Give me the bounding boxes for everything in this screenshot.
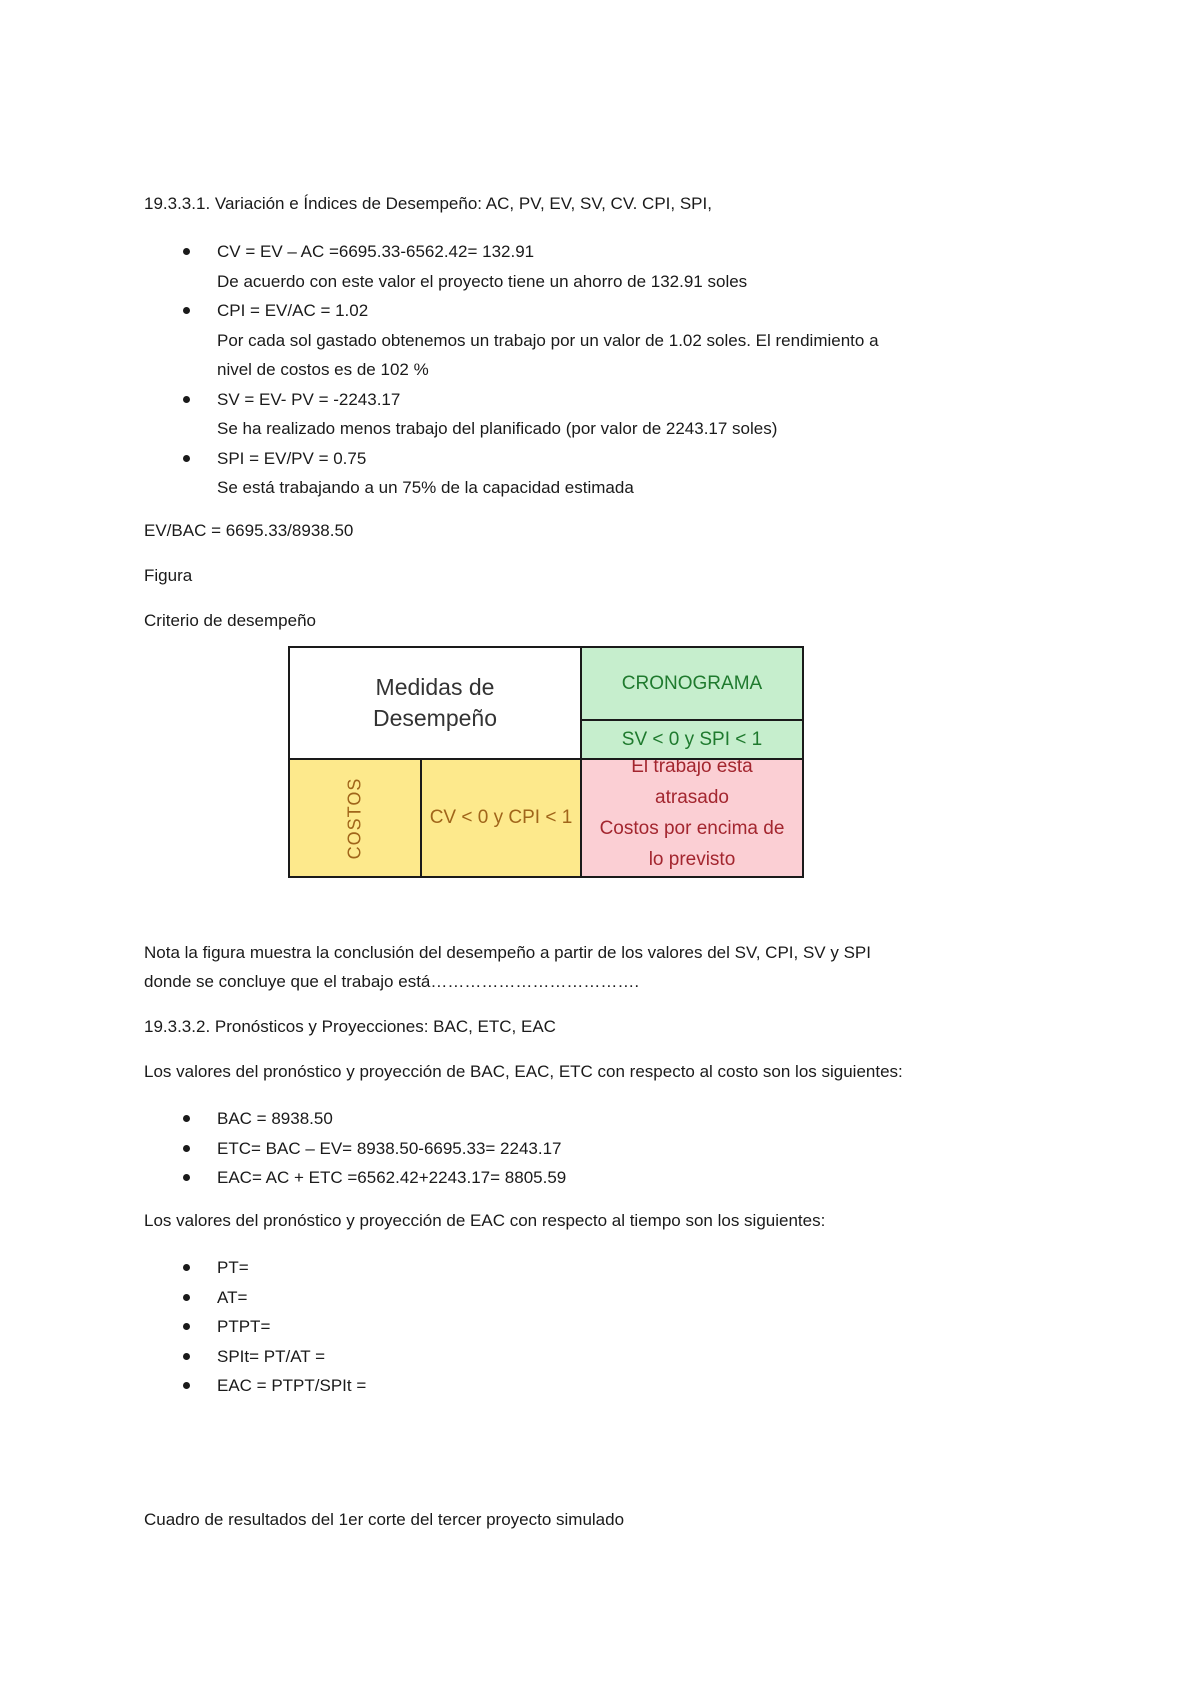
cv-note: De acuerdo con este valor el proyecto tiene un ahorro de 132.91 soles — [217, 271, 748, 291]
cv-formula: CV = EV – AC =6695.33-6562.42= 132.91 — [217, 242, 535, 261]
eac-time-value: EAC = PTPT/SPIt = — [217, 1376, 367, 1395]
etc-value: ETC= BAC – EV= 8938.50-6695.33= 2243.17 — [217, 1138, 562, 1158]
cost-condition: CV < 0 y CPI < 1 — [429, 807, 573, 828]
cost-header-cell — [288, 758, 422, 878]
bullet-dot-icon — [183, 1264, 190, 1271]
section-heading-pronosticos: 19.3.3.2. Pronósticos y Proyecciones: BAC, ETC, EAC — [144, 1017, 556, 1036]
figure-note-line1: Nota la figura muestra la conclusión del desempeño a partir de los valores del SV, CPI, SV y SPI — [144, 943, 871, 962]
schedule-condition: SV < 0 y SPI < 1 — [621, 728, 763, 750]
time-forecast-intro: Los valores del pronóstico y proyección de EAC con respecto al tiempo son los siguientes: — [144, 1211, 826, 1230]
schedule-condition-cell — [580, 719, 804, 760]
schedule-header-cell — [580, 646, 804, 721]
spit-value: SPIt= PT/AT = — [217, 1346, 326, 1366]
time-forecast-list — [144, 1253, 366, 1401]
results-table-caption: Cuadro de resultados del 1er corte del tercer proyecto simulado — [144, 1510, 625, 1529]
bullet-dot-icon — [183, 396, 190, 403]
performance-measures-cell — [288, 646, 582, 760]
performance-criteria-figure — [288, 646, 804, 878]
result-cell — [580, 758, 804, 878]
indices-list — [144, 237, 879, 503]
figure-label: Figura — [144, 566, 193, 585]
list-item-cv — [144, 237, 879, 296]
list-item-eac-time — [144, 1371, 366, 1401]
spi-formula: SPI = EV/PV = 0.75 — [217, 448, 367, 468]
bullet-dot-icon — [183, 1353, 190, 1360]
cost-condition-cell — [420, 758, 582, 878]
cost-forecast-list — [144, 1104, 566, 1193]
list-item-pt — [144, 1253, 366, 1283]
spi-note: Se está trabajando a un 75% de la capacidad estimada — [217, 478, 634, 497]
result-line2: atrasado — [655, 787, 729, 808]
cost-header: COSTOS — [344, 777, 365, 859]
schedule-header: CRONOGRAMA — [621, 672, 763, 694]
ev-bac-line: EV/BAC = 6695.33/8938.50 — [144, 521, 354, 540]
bullet-dot-icon — [183, 307, 190, 314]
bullet-dot-icon — [183, 455, 190, 462]
bullet-dot-icon — [183, 1115, 190, 1122]
list-item-sv — [144, 385, 879, 444]
performance-title-line1: Medidas de — [375, 674, 495, 700]
cpi-formula: CPI = EV/AC = 1.02 — [217, 301, 369, 320]
list-item-at — [144, 1283, 366, 1313]
eac-value: EAC= AC + ETC =6562.42+2243.17= 8805.59 — [217, 1168, 567, 1187]
list-item-eac — [144, 1163, 566, 1193]
cost-forecast-intro: Los valores del pronóstico y proyección de BAC, EAC, ETC con respecto al costo son los siguientes: — [144, 1062, 903, 1081]
result-line1: El trabajo esta — [631, 758, 753, 777]
list-item-spi — [144, 444, 879, 503]
section-heading-variacion: 19.3.3.1. Variación e Índices de Desempeño: AC, PV, EV, SV, CV. CPI, SPI, — [144, 194, 712, 213]
list-item-bac — [144, 1104, 566, 1134]
cpi-note-continued: nivel de costos es de 102 % — [217, 360, 429, 379]
bac-value: BAC = 8938.50 — [217, 1109, 333, 1128]
pt-value: PT= — [217, 1258, 249, 1277]
bullet-dot-icon — [183, 1323, 190, 1330]
bullet-dot-icon — [183, 1174, 190, 1181]
list-item-cpi — [144, 296, 879, 385]
bullet-dot-icon — [183, 1294, 190, 1301]
result-line4: lo previsto — [648, 849, 736, 870]
bullet-dot-icon — [183, 248, 190, 255]
sv-formula: SV = EV- PV = -2243.17 — [217, 389, 401, 409]
ptpt-value: PTPT= — [217, 1317, 271, 1336]
figure-note-line2: donde se concluye que el trabajo está………………………………. — [144, 972, 640, 991]
at-value: AT= — [217, 1287, 248, 1307]
list-item-etc — [144, 1134, 566, 1164]
result-line3: Costos por encima de — [599, 818, 785, 839]
bullet-dot-icon — [183, 1382, 190, 1389]
figure-caption: Criterio de desempeño — [144, 611, 316, 630]
sv-note: Se ha realizado menos trabajo del planificado (por valor de 2243.17 soles) — [217, 419, 778, 438]
list-item-ptpt — [144, 1312, 366, 1342]
cpi-note: Por cada sol gastado obtenemos un trabajo por un valor de 1.02 soles. El rendimiento a — [217, 330, 879, 350]
list-item-spit — [144, 1342, 366, 1372]
bullet-dot-icon — [183, 1145, 190, 1152]
performance-title-line2: Desempeño — [372, 705, 498, 731]
